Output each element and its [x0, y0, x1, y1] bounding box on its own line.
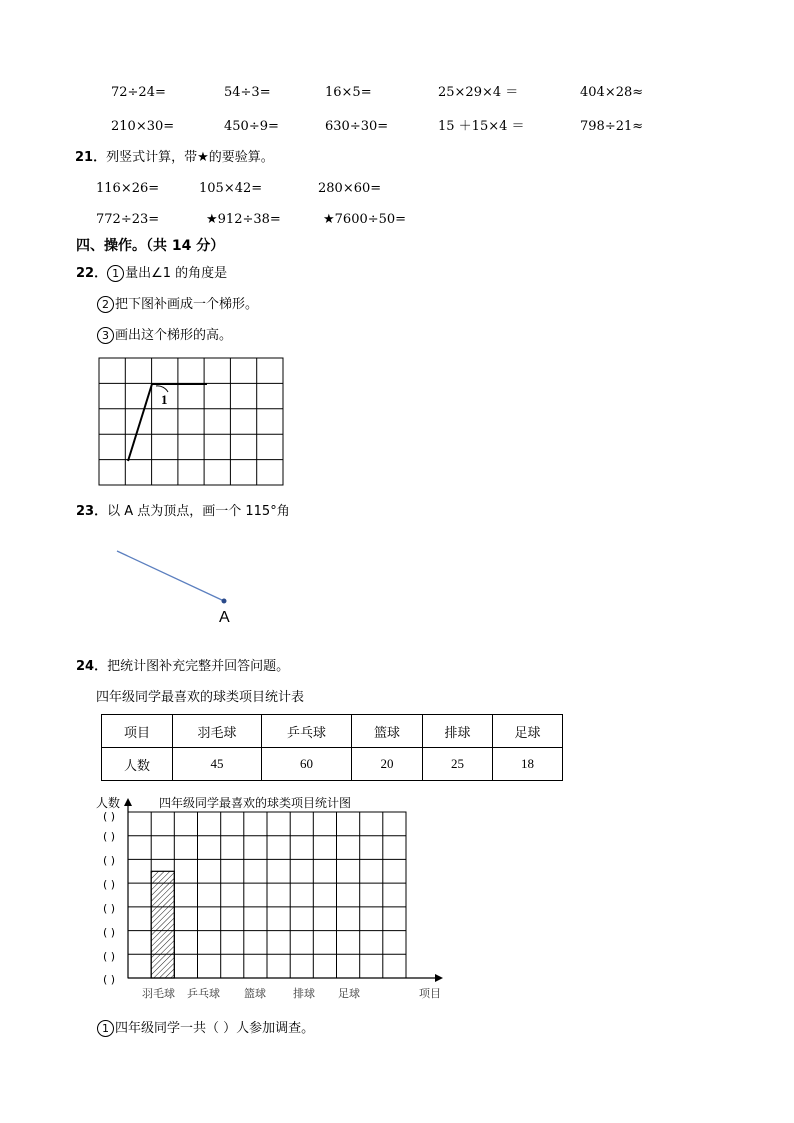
stat-table — [101, 714, 563, 781]
table-cell: 篮球 — [352, 715, 423, 748]
circled-number: 1 — [107, 265, 124, 282]
vertical-calc-item: 105×42= — [199, 181, 263, 196]
x-tick-labels — [142, 986, 360, 1000]
y-tick-blank: ( ) — [103, 830, 116, 843]
question-text: 列竖式计算，带★的要验算。 — [106, 150, 274, 165]
vertical-calc-item: 772÷23= — [96, 212, 160, 227]
question-text: 四年级同学一共（ ）人参加调查。 — [115, 1021, 315, 1036]
question-text: 以 A 点为顶点，画一个 115°角 — [107, 504, 290, 519]
question-text: 把统计图补充完整并回答问题。 — [107, 659, 290, 674]
x-tick-label: 羽毛球 — [142, 987, 175, 1000]
question-number: 22． — [76, 266, 108, 281]
chart-title: 四年级同学最喜欢的球类项目统计图 — [159, 796, 352, 810]
table-cell: 足球 — [493, 715, 563, 748]
question-24 — [76, 660, 289, 673]
table-cell: 排球 — [423, 715, 493, 748]
point-a-label: A — [219, 609, 230, 626]
q22-angle-shape — [128, 384, 207, 461]
bar-羽毛球 — [151, 871, 174, 978]
angle-label: 1 — [161, 392, 168, 407]
table-row — [102, 748, 563, 781]
table-cell: 45 — [173, 748, 262, 781]
y-tick-blank: ( ) — [103, 926, 116, 939]
question-number: 24． — [76, 659, 108, 674]
x-tick-label: 篮球 — [244, 987, 266, 1000]
y-tick-blank: ( ) — [103, 854, 116, 867]
x-tick-label: 足球 — [338, 987, 360, 1000]
question-23 — [76, 505, 290, 518]
question-number: 21． — [75, 150, 107, 165]
table-header-row — [102, 715, 563, 748]
table-title: 四年级同学最喜欢的球类项目统计表 — [96, 690, 305, 705]
q23-ray — [117, 551, 227, 604]
arith-item: 404×28≈ — [580, 85, 644, 100]
circled-number: 3 — [97, 327, 114, 344]
table-cell: 18 — [493, 748, 563, 781]
x-tick-label: 乒乓球 — [187, 987, 220, 1000]
x-axis-label: 项目 — [419, 987, 441, 1000]
chart-bars — [151, 871, 174, 978]
vertical-calc-item: ★912÷38= — [206, 212, 281, 227]
bar-chart — [124, 798, 443, 982]
arith-item: 15 ＋15×4 ＝ — [438, 119, 525, 134]
table-cell: 乒乓球 — [262, 715, 352, 748]
question-24-part1 — [97, 1020, 314, 1037]
table-cell: 20 — [352, 748, 423, 781]
vertical-calc-item: 280×60= — [318, 181, 382, 196]
table-cell: 羽毛球 — [173, 715, 262, 748]
y-tick-labels — [103, 810, 115, 986]
y-tick-blank: ( ) — [103, 950, 116, 963]
question-number: 23． — [76, 504, 108, 519]
table-cell: 60 — [262, 748, 352, 781]
y-tick-blank: ( ) — [103, 902, 116, 915]
arith-item: 210×30= — [111, 119, 175, 134]
arith-item: 72÷24= — [111, 85, 166, 100]
arith-item: 630÷30= — [325, 119, 389, 134]
y-tick-blank: ( ) — [103, 973, 116, 986]
circled-number: 2 — [97, 296, 114, 313]
arith-item: 16×5= — [325, 85, 372, 100]
arith-item: 798÷21≈ — [580, 119, 644, 134]
arith-item: 54÷3= — [224, 85, 271, 100]
table-cell: 人数 — [102, 748, 173, 781]
question-text: 把下图补画成一个梯形。 — [115, 297, 259, 312]
section-title: 四、操作。（共 14 分） — [76, 238, 225, 254]
x-tick-label: 排球 — [293, 987, 315, 1000]
arith-item: 450÷9= — [224, 119, 279, 134]
question-text: 画出这个梯形的高。 — [115, 328, 233, 343]
y-tick-blank: ( ) — [103, 810, 116, 823]
vertical-calc-item: ★7600÷50= — [323, 212, 407, 227]
table-cell: 25 — [423, 748, 493, 781]
vertical-calc-item: 116×26= — [96, 181, 160, 196]
q22-grid — [99, 358, 283, 485]
y-axis-label: 人数 — [96, 796, 121, 810]
circled-number: 1 — [97, 1020, 114, 1037]
arith-item: 25×29×4 ＝ — [438, 85, 519, 100]
y-tick-blank: ( ) — [103, 878, 116, 891]
question-text: 量出∠1 的角度是 — [125, 266, 228, 281]
table-cell: 项目 — [102, 715, 173, 748]
